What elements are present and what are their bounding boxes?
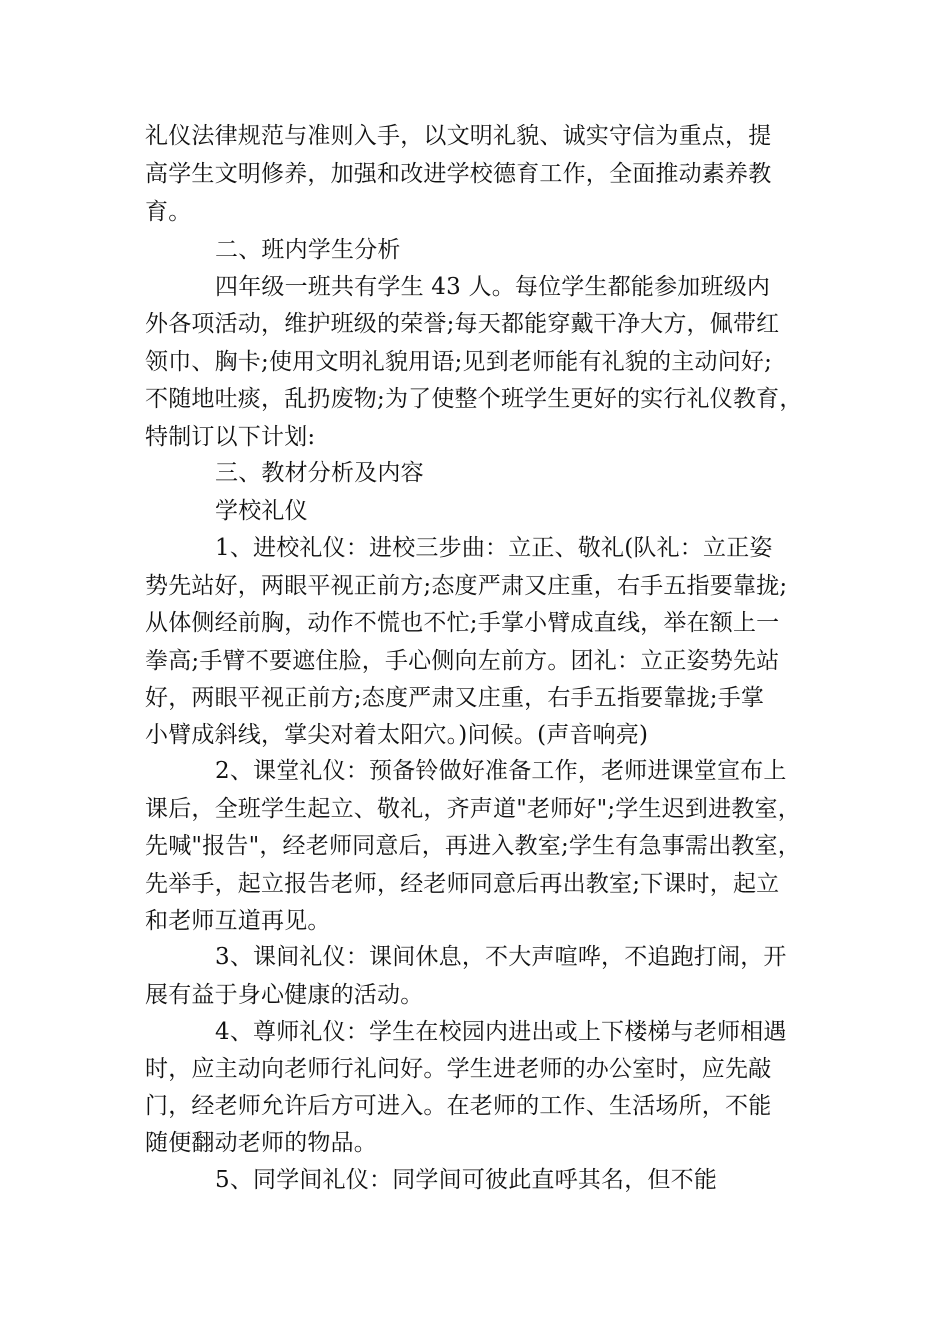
paragraph-line: 不随地吐痰，乱扔废物;为了使整个班学生更好的实行礼仪教育， xyxy=(145,386,803,412)
paragraph-line: 四年级一班共有学生 43 人。每位学生都能参加班级内 xyxy=(215,274,771,300)
paragraph-line: 先喊"报告"，经老师同意后，再进入教室;学生有急事需出教室， xyxy=(145,833,801,859)
section-heading: 二、班内学生分析 xyxy=(215,237,401,263)
subsection-heading: 学校礼仪 xyxy=(215,498,308,524)
paragraph-line: 好，两眼平视正前方;态度严肃又庄重，右手五指要靠拢;手掌 xyxy=(145,685,765,711)
paragraph-line: 时，应主动向老师行礼问好。学生进老师的办公室时，应先敲 xyxy=(145,1056,772,1082)
paragraph-line: 势先站好，两眼平视正前方;态度严肃又庄重，右手五指要靠拢; xyxy=(145,573,788,599)
paragraph-line: 拳高;手臂不要遮住脸，手心侧向左前方。团礼：立正姿势先站 xyxy=(145,648,780,674)
paragraph-line: 特制订以下计划: xyxy=(145,424,316,450)
section-heading: 三、教材分析及内容 xyxy=(215,460,424,486)
paragraph-line: 育。 xyxy=(145,199,192,225)
paragraph-line: 先举手，起立报告老师，经老师同意后再出教室;下课时，起立 xyxy=(145,871,780,897)
paragraph-line: 礼仪法律规范与准则入手，以文明礼貌、诚实守信为重点，提 xyxy=(145,123,772,149)
paragraph-line: 领巾、胸卡;使用文明礼貌用语;见到老师能有礼貌的主动问好; xyxy=(145,349,773,375)
paragraph-line: 课后，全班学生起立、敬礼，齐声道"老师好";学生迟到进教室， xyxy=(145,796,801,822)
paragraph-line: 和老师互道再见。 xyxy=(145,908,331,934)
paragraph-line: 3、课间礼仪：课间休息，不大声喧哗，不追跑打闹，开 xyxy=(215,944,787,970)
paragraph-line: 1、进校礼仪：进校三步曲：立正、敬礼(队礼：立正姿 xyxy=(215,535,773,561)
paragraph-line: 高学生文明修养，加强和改进学校德育工作，全面推动素养教 xyxy=(145,161,772,187)
paragraph-line: 2、课堂礼仪：预备铃做好准备工作，老师进课堂宣布上 xyxy=(215,758,787,784)
paragraph-line: 门，经老师允许后方可进入。在老师的工作、生活场所，不能 xyxy=(145,1093,772,1119)
paragraph-line: 小臂成斜线，掌尖对着太阳穴。)问候。(声音响亮) xyxy=(145,722,649,748)
paragraph-line: 随便翻动老师的物品。 xyxy=(145,1130,377,1156)
paragraph-line: 展有益于身心健康的活动。 xyxy=(145,982,424,1008)
paragraph-line: 外各项活动，维护班级的荣誉;每天都能穿戴干净大方，佩带红 xyxy=(145,311,780,337)
paragraph-line: 从体侧经前胸，动作不慌也不忙;手掌小臂成直线，举在额上一 xyxy=(145,610,780,636)
paragraph-line: 4、尊师礼仪：学生在校园内进出或上下楼梯与老师相遇 xyxy=(215,1019,787,1045)
paragraph-line: 5、同学间礼仪：同学间可彼此直呼其名，但不能 xyxy=(215,1167,718,1193)
